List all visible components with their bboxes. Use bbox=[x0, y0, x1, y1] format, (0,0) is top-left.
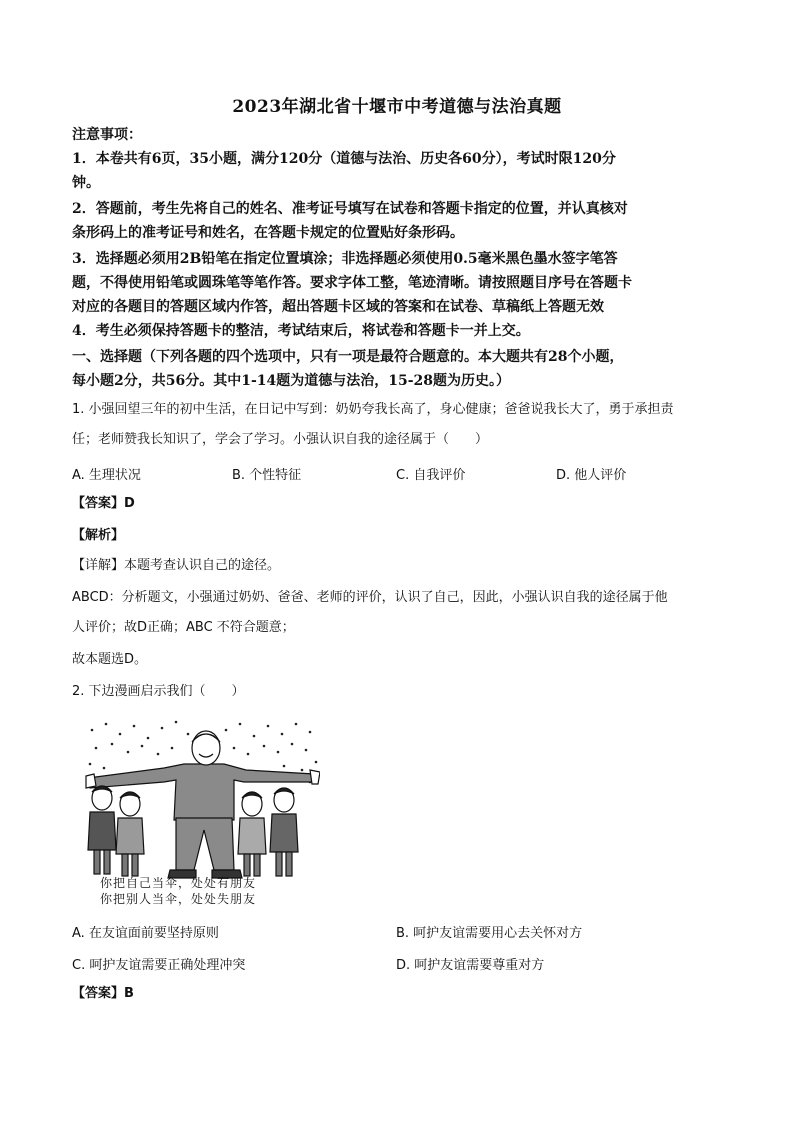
q2-option-c: C. 呵护友谊需要正确处理冲突 bbox=[72, 958, 246, 973]
notice-line: 题，不得使用铅笔或圆珠笔等笔作答。要求字体工整，笔迹清晰。请按照题目序号在答题卡 bbox=[72, 275, 632, 291]
notice-line: 2．答题前，考生先将自己的姓名、准考证号填写在试卷和答题卡指定的位置，并认真核对 bbox=[72, 201, 628, 217]
q1-option-d: D. 他人评价 bbox=[556, 468, 627, 483]
q2-answer: 【答案】B bbox=[72, 986, 134, 1001]
notice-line: 3．选择题必须用2B铅笔在指定位置填涂；非选择题必须使用0.5毫米黑色墨水签字笔答 bbox=[72, 251, 618, 267]
q1-answer: 【答案】D bbox=[72, 496, 135, 511]
notice-line: 4．考生必须保持答题卡的整洁，考试结束后，将试卷和答题卡一并上交。 bbox=[72, 323, 530, 339]
page-title: 2023年湖北省十堰市中考道德与法治真题 bbox=[232, 97, 562, 117]
cartoon-caption-1: 你把自己当伞，处处有朋友 bbox=[100, 876, 257, 890]
notice-line: 1．本卷共有6页，35小题，满分120分（道德与法治、历史各60分），考试时限120分 bbox=[72, 151, 616, 167]
q2-option-b: B. 呵护友谊需要用心去关怀对方 bbox=[396, 926, 583, 941]
q1-explanation-cont: 人评价；故D正确；ABC 不符合题意； bbox=[72, 620, 295, 635]
notice-line: 钟。 bbox=[72, 175, 100, 191]
right-friends bbox=[238, 788, 298, 876]
left-friends bbox=[88, 786, 144, 876]
section-heading-cont: 每小题2分，共56分。其中1-14题为道德与法治，15-28题为历史。） bbox=[72, 373, 511, 389]
q2-option-d: D. 呵护友谊需要尊重对方 bbox=[396, 958, 545, 973]
q1-detail: 【详解】本题考查认识自己的途径。 bbox=[72, 558, 281, 573]
q1-analysis-label: 【解析】 bbox=[72, 528, 125, 543]
cartoon-caption-2: 你把别人当伞，处处失朋友 bbox=[100, 892, 257, 906]
section-heading: 一、选择题（下列各题的四个选项中，只有一项是最符合题意的。本大题共有28个小题， bbox=[72, 349, 624, 365]
q1-explanation: ABCD：分析题文，小强通过奶奶、爸爸、老师的评价，认识了自己，因此，小强认识自我的途径属于他 bbox=[72, 590, 668, 605]
q1-option-b: B. 个性特征 bbox=[232, 468, 302, 483]
q1-option-a: A. 生理状况 bbox=[72, 468, 141, 483]
q1-stem: 1. 小强回望三年的初中生活，在日记中写到：奶奶夸我长高了，身心健康；爸爸说我长大了，勇于承担责 bbox=[72, 402, 674, 417]
notice-line: 条形码上的准考证号和姓名，在答题卡规定的位置贴好条形码。 bbox=[72, 225, 464, 241]
q1-conclusion: 故本题选D。 bbox=[72, 652, 148, 667]
notice-heading: 注意事项： bbox=[72, 127, 142, 143]
q1-option-c: C. 自我评价 bbox=[396, 468, 466, 483]
q1-stem-cont: 任；老师赞我长知识了，学会了学习。小强认识自我的途径属于（ ） bbox=[72, 432, 489, 447]
q2-stem: 2. 下边漫画启示我们（ ） bbox=[72, 684, 245, 699]
q2-option-a: A. 在友谊面前要坚持原则 bbox=[72, 926, 219, 941]
notice-line: 对应的各题目的答题区域内作答，超出答题卡区域的答案和在试卷、草稿纸上答题无效 bbox=[72, 299, 604, 315]
